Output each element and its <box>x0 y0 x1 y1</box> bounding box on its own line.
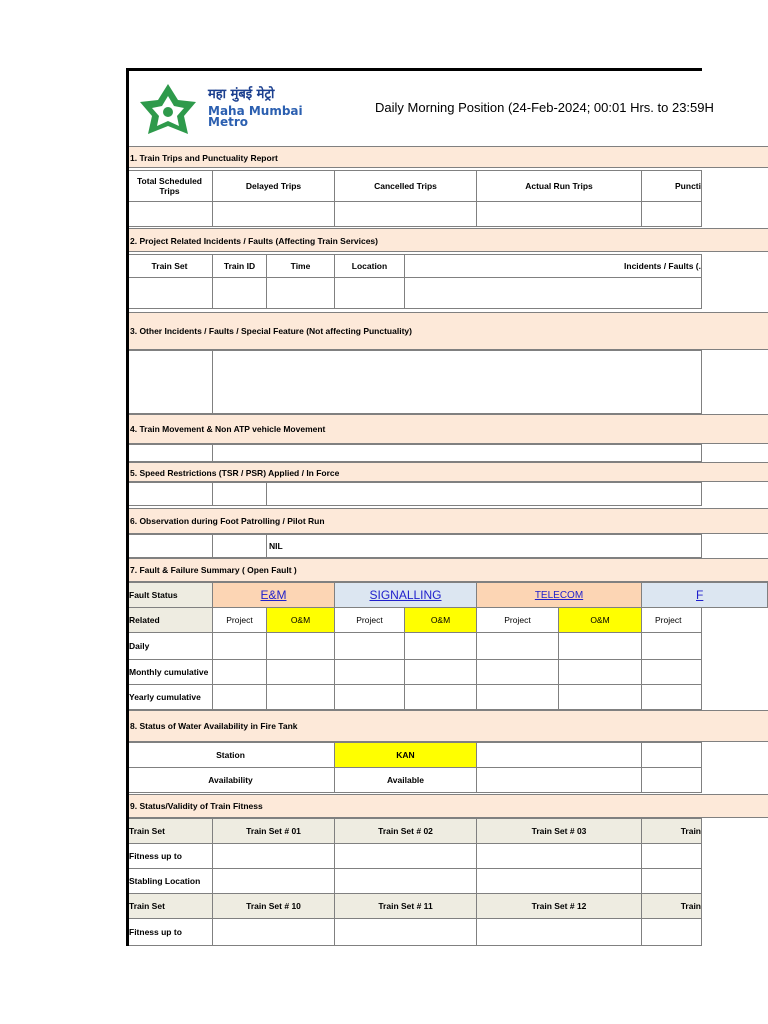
row-daily-label: Daily <box>126 632 213 660</box>
station-label: Station <box>126 742 335 768</box>
col-incidents-faults: Incidents / Faults (. <box>404 254 702 278</box>
station-empty-1[interactable] <box>476 742 642 768</box>
section-1-title: 1. Train Trips and Punctuality Report <box>130 153 278 163</box>
section-6-title: 6. Observation during Foot Patrolling / Pilot Run <box>130 516 325 526</box>
cancelled-trips-value[interactable] <box>334 201 477 227</box>
related-label: Related <box>126 607 213 633</box>
fitness-value-cell[interactable] <box>641 918 702 946</box>
station-kan: KAN <box>334 742 477 768</box>
col-location: Location <box>334 254 405 278</box>
fitness-value-cell[interactable] <box>476 843 642 869</box>
fault-value-cell[interactable] <box>334 632 405 660</box>
availability-empty-1[interactable] <box>476 767 642 793</box>
logo-line-2: Metro <box>208 115 248 129</box>
row-yearly-label: Yearly cumulative <box>126 684 213 710</box>
maha-mumbai-metro-logo-icon <box>134 80 202 140</box>
section-5-sub-cell[interactable] <box>212 482 267 506</box>
section-8-title: 8. Status of Water Availability in Fire Tank <box>130 721 298 731</box>
fitness-value-cell[interactable] <box>334 843 477 869</box>
col-total-scheduled-trips: Total Scheduled Trips <box>126 170 213 202</box>
fitness-label-a: Fitness up to <box>126 843 213 869</box>
logo-line-1: Maha Mumbai <box>208 104 303 118</box>
fault-value-cell[interactable] <box>404 659 477 685</box>
train-set-03: Train Set # 03 <box>476 818 642 844</box>
train-set-value[interactable] <box>126 277 213 309</box>
fault-value-cell[interactable] <box>266 684 335 710</box>
station-empty-2[interactable] <box>641 742 702 768</box>
section-4-heading <box>126 414 768 444</box>
fault-value-cell[interactable] <box>476 659 559 685</box>
col-actual-run-trips: Actual Run Trips <box>476 170 642 202</box>
section-6-observation-value[interactable]: NIL <box>266 534 702 558</box>
section-4-index-cell[interactable] <box>126 444 213 462</box>
punctuality-value[interactable] <box>641 201 702 227</box>
section-4-details-cell[interactable] <box>212 444 702 462</box>
section-8-heading <box>126 710 768 742</box>
availability-empty-2[interactable] <box>641 767 702 793</box>
row-monthly-label: Monthly cumulative <box>126 659 213 685</box>
section-4-title: 4. Train Movement & Non ATP vehicle Movement <box>130 424 326 434</box>
telecom-om-header: O&M <box>558 607 642 633</box>
em-project-header: Project <box>212 607 267 633</box>
fault-value-cell[interactable] <box>476 632 559 660</box>
section-6-sub-cell[interactable] <box>212 534 267 558</box>
section-1-heading <box>126 146 768 168</box>
section-7-title: 7. Fault & Failure Summary ( Open Fault ) <box>130 565 297 575</box>
train-set-label-a: Train Set <box>126 818 213 844</box>
fitness-value-cell[interactable] <box>476 868 642 894</box>
section-5-index-cell[interactable] <box>126 482 213 506</box>
group-em[interactable] <box>212 582 335 608</box>
incidents-faults-value[interactable] <box>404 277 702 309</box>
stabling-label: Stabling Location <box>126 868 213 894</box>
logo-hindi-text: महा मुंबई मेट्रो <box>208 87 275 102</box>
fitness-value-cell[interactable] <box>476 918 642 946</box>
fitness-label-b: Fitness up to <box>126 918 213 946</box>
em-om-header: O&M <box>266 607 335 633</box>
section-3-details-cell[interactable] <box>212 350 702 414</box>
fitness-value-cell[interactable] <box>212 918 335 946</box>
section-5-title: 5. Speed Restrictions (TSR / PSR) Applied / In Force <box>130 468 340 478</box>
fault-value-cell[interactable] <box>476 684 559 710</box>
truncated-group-link[interactable]: F <box>696 588 704 602</box>
section-3-heading <box>126 312 768 350</box>
fault-value-cell[interactable] <box>334 659 405 685</box>
fault-value-cell[interactable] <box>558 684 642 710</box>
col-train-id: Train ID <box>212 254 267 278</box>
fitness-value-cell[interactable] <box>212 868 335 894</box>
train-set-11: Train Set # 11 <box>334 893 477 919</box>
fitness-value-cell[interactable] <box>334 918 477 946</box>
sheet-top-border <box>126 68 702 71</box>
fault-value-cell[interactable] <box>558 632 642 660</box>
fault-value-cell[interactable] <box>641 659 702 685</box>
train-set-truncated-b: Train <box>641 893 702 919</box>
section-9-heading <box>126 794 768 818</box>
section-3-title: 3. Other Incidents / Faults / Special Feature (Not affecting Punctuality) <box>130 326 412 336</box>
col-cancelled-trips: Cancelled Trips <box>334 170 477 202</box>
train-set-truncated-a: Train <box>641 818 702 844</box>
fault-value-cell[interactable] <box>641 632 702 660</box>
section-9-title: 9. Status/Validity of Train Fitness <box>130 801 263 811</box>
fault-value-cell[interactable] <box>212 684 267 710</box>
em-link[interactable]: E&M <box>260 588 287 602</box>
train-set-12: Train Set # 12 <box>476 893 642 919</box>
section-2-heading <box>126 228 768 252</box>
document-title: Daily Morning Position (24-Feb-2024; 00:01 Hrs. to 23:59H <box>375 100 714 115</box>
logo-english-text <box>208 106 303 128</box>
section-7-heading <box>126 558 768 582</box>
truncated-project-header: Project <box>641 607 702 633</box>
section-3-index-cell[interactable] <box>126 350 213 414</box>
fault-value-cell[interactable] <box>212 659 267 685</box>
total-scheduled-value[interactable] <box>126 201 213 227</box>
section-2-title: 2. Project Related Incidents / Faults (Affecting Train Services) <box>130 236 378 246</box>
fault-value-cell[interactable] <box>266 659 335 685</box>
fault-value-cell[interactable] <box>641 684 702 710</box>
actual-run-trips-value[interactable] <box>476 201 642 227</box>
location-value[interactable] <box>334 277 405 309</box>
section-5-heading <box>126 462 768 482</box>
availability-label: Availability <box>126 767 335 793</box>
telecom-project-header: Project <box>476 607 559 633</box>
fitness-value-cell[interactable] <box>641 843 702 869</box>
group-truncated[interactable] <box>641 582 768 608</box>
delayed-trips-value[interactable] <box>212 201 335 227</box>
train-set-02: Train Set # 02 <box>334 818 477 844</box>
group-telecom[interactable] <box>476 582 642 608</box>
col-delayed-trips: Delayed Trips <box>212 170 335 202</box>
section-6-index-cell[interactable] <box>126 534 213 558</box>
train-set-10: Train Set # 10 <box>212 893 335 919</box>
fault-value-cell[interactable] <box>558 659 642 685</box>
group-signalling[interactable] <box>334 582 477 608</box>
availability-kan[interactable]: Available <box>334 767 477 793</box>
fault-value-cell[interactable] <box>212 632 267 660</box>
fitness-value-cell[interactable] <box>641 868 702 894</box>
fault-value-cell[interactable] <box>404 684 477 710</box>
train-set-label-b: Train Set <box>126 893 213 919</box>
section-6-heading <box>126 508 768 534</box>
time-value[interactable] <box>266 277 335 309</box>
fitness-value-cell[interactable] <box>212 843 335 869</box>
fault-value-cell[interactable] <box>404 632 477 660</box>
col-train-set: Train Set <box>126 254 213 278</box>
signalling-om-header: O&M <box>404 607 477 633</box>
fault-value-cell[interactable] <box>334 684 405 710</box>
train-id-value[interactable] <box>212 277 267 309</box>
telecom-link[interactable]: TELECOM <box>534 589 584 601</box>
sheet-left-border <box>126 68 129 946</box>
col-time: Time <box>266 254 335 278</box>
signalling-link[interactable]: SIGNALLING <box>369 588 442 602</box>
section-5-details-cell[interactable] <box>266 482 702 506</box>
fault-value-cell[interactable] <box>266 632 335 660</box>
fault-status-label: Fault Status <box>126 582 213 608</box>
train-set-01: Train Set # 01 <box>212 818 335 844</box>
signalling-project-header: Project <box>334 607 405 633</box>
col-punctuality: Puncti <box>641 170 702 202</box>
fitness-value-cell[interactable] <box>334 868 477 894</box>
